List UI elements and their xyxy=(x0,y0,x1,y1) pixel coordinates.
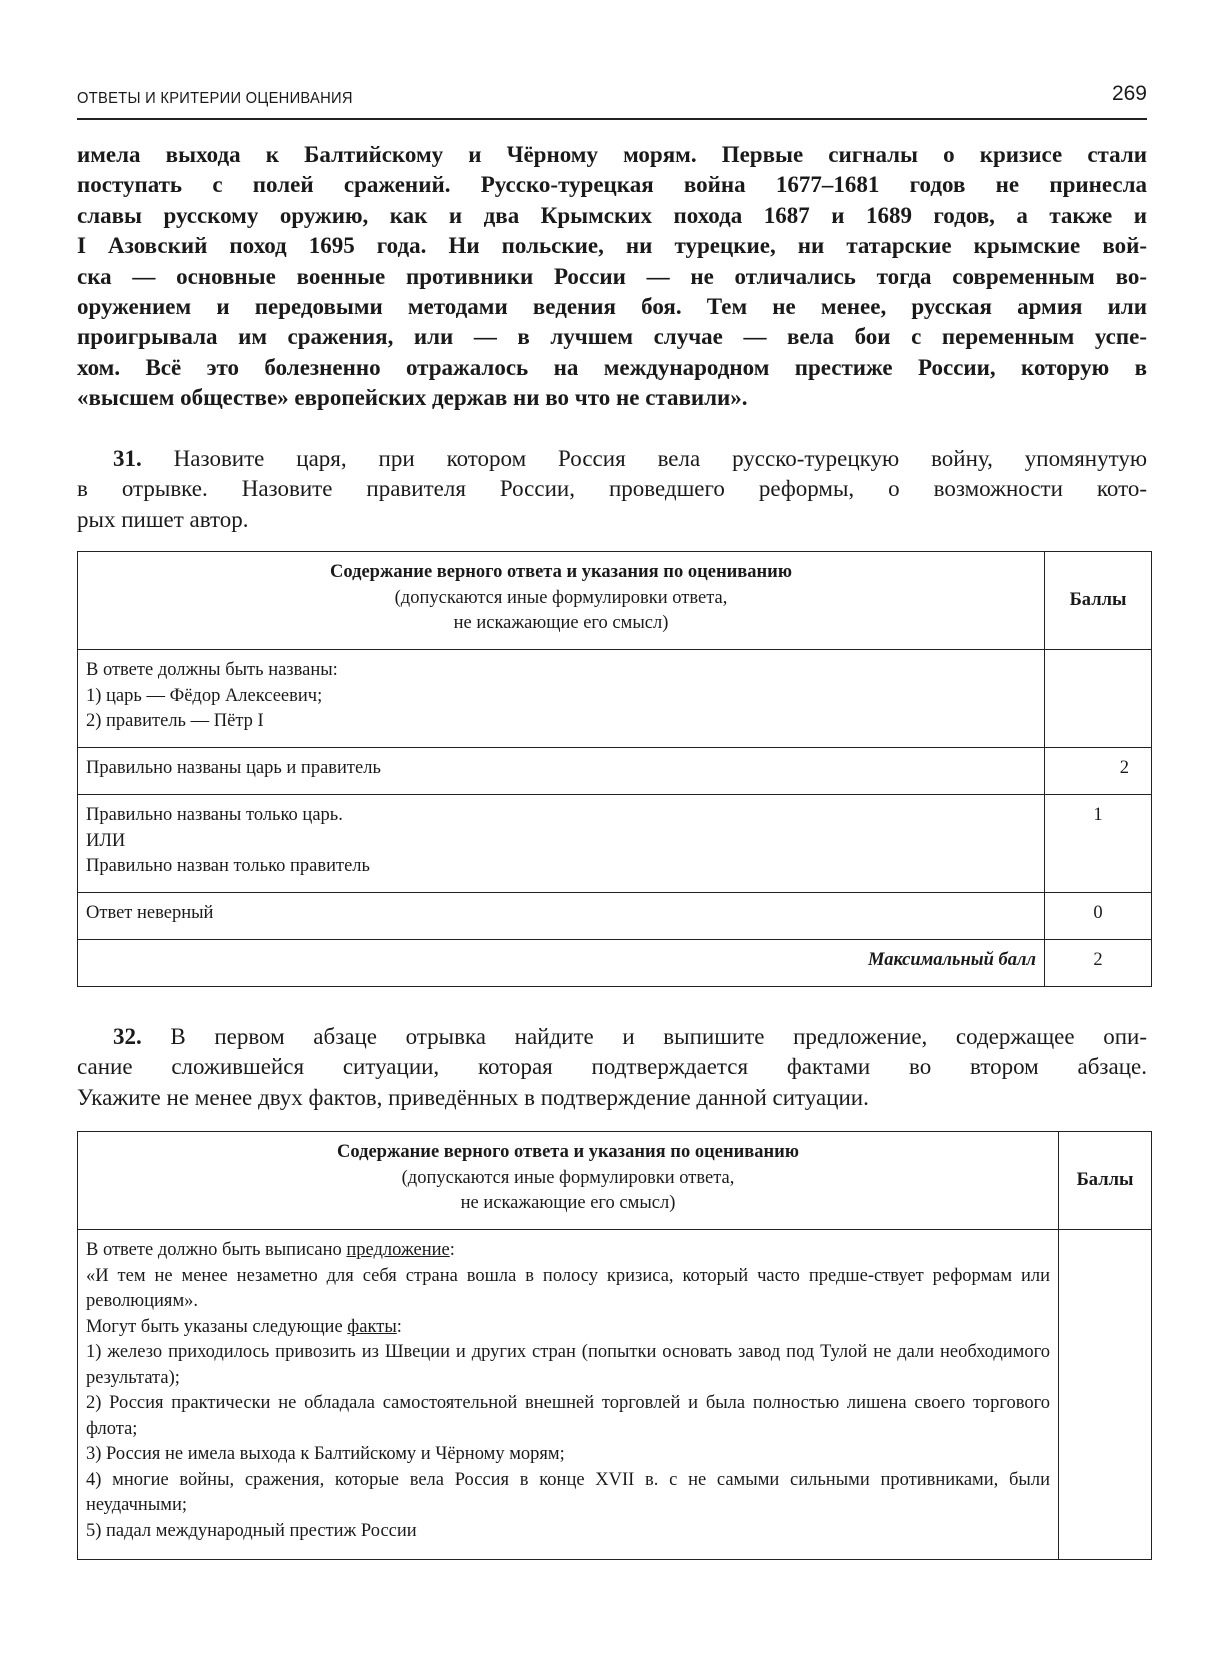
question-text: рых пишет автор. xyxy=(77,506,249,532)
text-line: имела выхода к Балтийскому и Чёрному морям. Первые сигналы о кризисе стали xyxy=(77,142,1147,167)
answer-line: 2) правитель — Пётр I xyxy=(86,711,264,731)
answer-line: В ответе должны быть названы: xyxy=(86,660,338,680)
answer-intro: В ответе должно быть выписано xyxy=(86,1240,347,1260)
criteria-text: Правильно назван только правитель xyxy=(86,856,370,876)
question-text: сание сложившейся ситуации, которая подтверждается фактами во втором абзаце. xyxy=(77,1054,1147,1080)
page-number: 269 xyxy=(1111,82,1147,105)
criteria-text: Ответ неверный xyxy=(86,903,214,923)
text-line: I Азовский поход 1695 года. Ни польские, ни турецкие, ни татарские крымские вой- xyxy=(77,233,1147,259)
table-header-score: Баллы xyxy=(1059,1132,1152,1230)
punctuation: : xyxy=(449,1240,455,1260)
header-line: не искажающие его смысл) xyxy=(453,613,669,633)
score-value: 2 xyxy=(1045,748,1152,795)
question-number: 31. xyxy=(113,446,142,471)
question-number: 32. xyxy=(113,1024,142,1049)
table-header-score: Баллы xyxy=(1045,552,1152,650)
question-text: В первом абзаце отрывка найдите и выпишите предложение, содержащее опи- xyxy=(170,1024,1147,1049)
answer-intro-keyword: предложение xyxy=(346,1240,450,1260)
header-line: не искажающие его смысл) xyxy=(460,1193,676,1213)
question-text: в отрывке. Назовите правителя России, проведшего реформы, о возможности кото- xyxy=(77,476,1147,502)
text-line: оружением и передовыми методами ведения боя. Тем не менее, русская армия или xyxy=(77,293,1147,319)
header-line: (допускаются иные формулировки ответа, xyxy=(394,587,728,608)
punctuation: : xyxy=(396,1316,402,1337)
answer-content xyxy=(78,1230,1059,1560)
fact-item: 2) Россия практически не обладала самостоятельной внешней торговлей и была полностью лишена своего торгового флота; xyxy=(86,1393,1050,1439)
max-score-label: Максимальный балл xyxy=(78,940,1045,987)
table-header-content xyxy=(78,552,1045,650)
answer-quote: «И тем не менее незаметно для себя страна вошла в полосу кризиса, который часто предше-ствует реформам или революциям». xyxy=(86,1265,1050,1311)
table-header-content xyxy=(78,1132,1059,1230)
max-score-row xyxy=(78,940,1152,987)
score-value: 0 xyxy=(1045,893,1152,940)
text-line: славы русскому оружию, как и два Крымских похода 1687 и 1689 годов, а также и xyxy=(77,202,1147,228)
criteria-row xyxy=(78,893,1152,940)
facts-intro: Могут быть указаны следующие xyxy=(86,1316,348,1337)
max-score-value: 2 xyxy=(1045,940,1152,987)
score-value: 1 xyxy=(1045,795,1152,893)
criteria-text: ИЛИ xyxy=(86,830,126,851)
question-31 xyxy=(77,444,1147,535)
question-32 xyxy=(77,1022,1147,1113)
answer-table-32 xyxy=(77,1131,1152,1560)
text-line: ска — основные военные противники России — не отличались тогда современным во- xyxy=(77,263,1147,289)
header-line: (допускаются иные формулировки ответа, xyxy=(401,1167,735,1188)
text-line: «высшем обществе» европейских держав ни во что не ставили». xyxy=(77,385,748,411)
text-line: хом. Всё это болезненно отражалось на международном престиже России, которую в xyxy=(77,354,1147,380)
excerpt-paragraph xyxy=(77,140,1147,414)
running-header xyxy=(77,84,1147,120)
fact-item: 3) Россия не имела выхода к Балтийскому и Чёрному морям; xyxy=(86,1444,565,1464)
text-line: проигрывала им сражения, или — в лучшем случае — вела бои с переменным успе- xyxy=(77,324,1147,350)
fact-item: 5) падал международный престиж России xyxy=(86,1520,417,1541)
question-text: Укажите не менее двух фактов, приведённых в подтверждение данной ситуации. xyxy=(77,1084,869,1110)
header-line: Содержание верного ответа и указания по оцениванию xyxy=(337,1142,799,1162)
criteria-row xyxy=(78,795,1152,893)
header-line: Содержание верного ответа и указания по оцениванию xyxy=(330,562,792,582)
criteria-text: Правильно названы царь и правитель xyxy=(86,758,381,778)
answer-line: 1) царь — Фёдор Алексеевич; xyxy=(86,685,323,706)
answer-table-31 xyxy=(77,551,1152,987)
text-line: поступать с полей сражений. Русско-турецкая война 1677–1681 годов не принесла xyxy=(77,172,1147,198)
fact-item: 4) многие войны, сражения, которые вела Россия в конце XVII в. с не самыми сильными противниками, были неудачными; xyxy=(86,1469,1050,1515)
facts-keyword: факты xyxy=(347,1316,397,1337)
criteria-row xyxy=(78,748,1152,795)
header-title: ОТВЕТЫ И КРИТЕРИИ ОЦЕНИВАНИЯ xyxy=(77,90,353,107)
empty-score-cell xyxy=(1045,650,1152,748)
empty-score-cell xyxy=(1059,1230,1152,1560)
question-text: Назовите царя, при котором Россия вела русско-турецкую войну, упомянутую xyxy=(173,446,1148,471)
criteria-text: Правильно названы только царь. xyxy=(86,805,343,825)
fact-item: 1) железо приходилось привозить из Швеции и других стран (попытки основать завод под Тулой не дали необходимого результата); xyxy=(86,1342,1050,1388)
answer-content xyxy=(78,650,1045,748)
